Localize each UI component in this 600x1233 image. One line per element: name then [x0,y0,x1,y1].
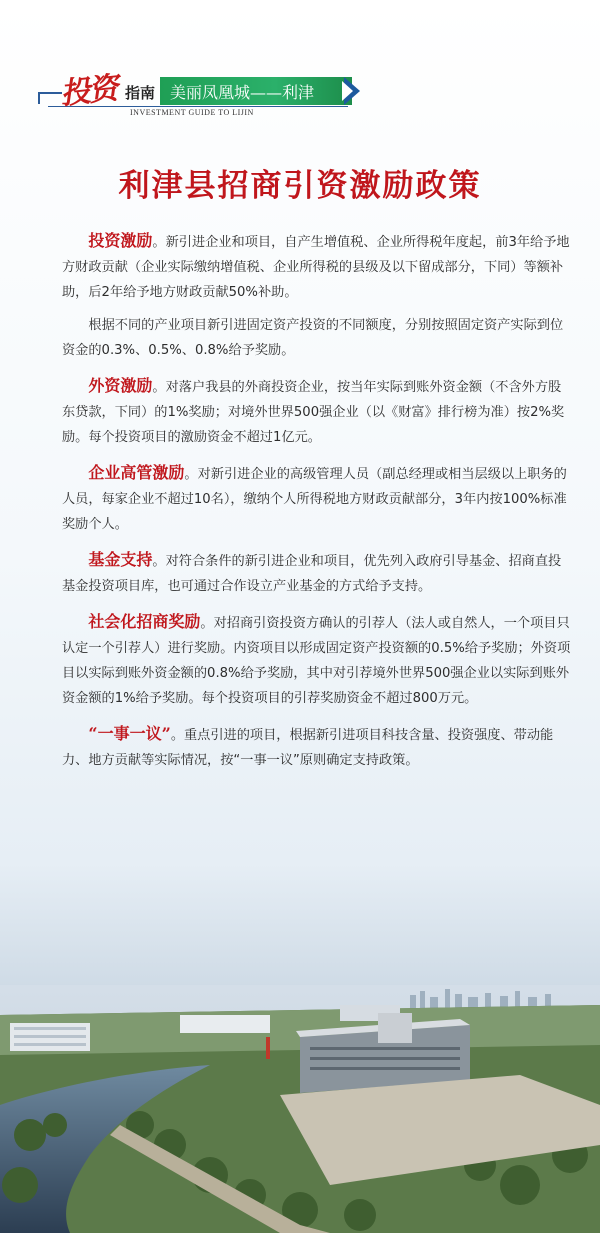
section-text: 根据不同的产业项目新引进固定资产投资的不同额度，分别按照固定资产实际到位资金的0.3%、0.5%、0.8%给予奖励。 [62,318,564,358]
banner-corner-decoration [38,92,62,104]
section-text: 。对符合条件的新引进企业和项目，优先列入政府引导基金、招商直投基金投资项目库，也可通过合作设立产业基金的方式给予支持。 [62,554,562,594]
section-text: 。新引进企业和项目，自产生增值税、企业所得税年度起，前3年给予地方财政贡献（企业实际缴纳增值税、企业所得税的县级及以下留成部分，下同）等额补助，后2年给予地方财政贡献50%补助。 [62,235,570,300]
section-heading: “一事一议” [88,724,171,743]
section-heading: 基金支持 [88,550,153,569]
banner-title: 美丽凤凰城——利津 [170,83,315,102]
policy-fixed-asset-reward [62,313,572,363]
policy-executive-incentive [62,460,572,537]
section-heading: 外资激励 [88,376,153,395]
policy-fund-support [62,547,572,599]
section-heading: 企业高管激励 [88,463,185,482]
header-banner [0,64,600,124]
section-text: 。重点引进的项目，根据新引进项目科技含量、投资强度、带动能力、地方贡献等实际情况，按“一事一议”原则确定支持政策。 [62,728,554,768]
policy-foreign-investment-incentive [62,373,572,450]
section-heading: 社会化招商奖励 [88,612,201,631]
policy-case-by-case [62,721,572,773]
banner-brand-calligraphy: 投资 [58,71,119,112]
section-text: 。对新引进企业的高级管理人员（副总经理或相当层级以上职务的人员，每家企业不超过10名），缴纳个人所得税地方财政贡献部分，3年内按100%标准奖励个人。 [62,467,567,532]
policy-referral-reward [62,609,572,711]
section-heading: 投资激励 [88,231,153,250]
banner-arrow-inner-icon [342,81,353,101]
city-aerial-photo-icon [0,985,600,1233]
policy-content [62,228,572,783]
policy-investment-incentive [62,228,572,305]
section-text: 。对落户我县的外商投资企业，按当年实际到账外资金额（不含外方股东贷款，下同）的1%奖励；对境外世界500强企业（以《财富》排行榜为准）按2%奖励。每个投资项目的激励资金不超过1亿元。 [62,380,565,445]
banner-brand-label: 指南 [125,84,156,102]
page-title: 利津县招商引资激励政策 [118,168,482,204]
banner-subtitle: INVESTMENT GUIDE TO LIJIN [130,108,254,117]
section-text: 。对招商引资投资方确认的引荐人（法人或自然人，一个项目只认定一个引荐人）进行奖励。内资项目以形成固定资产投资额的0.5%给予奖励；外资项目以实际到账外资金额的0.8%给予奖励，其中对引荐境外世界500强企业以实际到账外资金额的1%给予奖励。每个投资项目的引荐奖励资金不超过800万元。 [62,616,571,706]
